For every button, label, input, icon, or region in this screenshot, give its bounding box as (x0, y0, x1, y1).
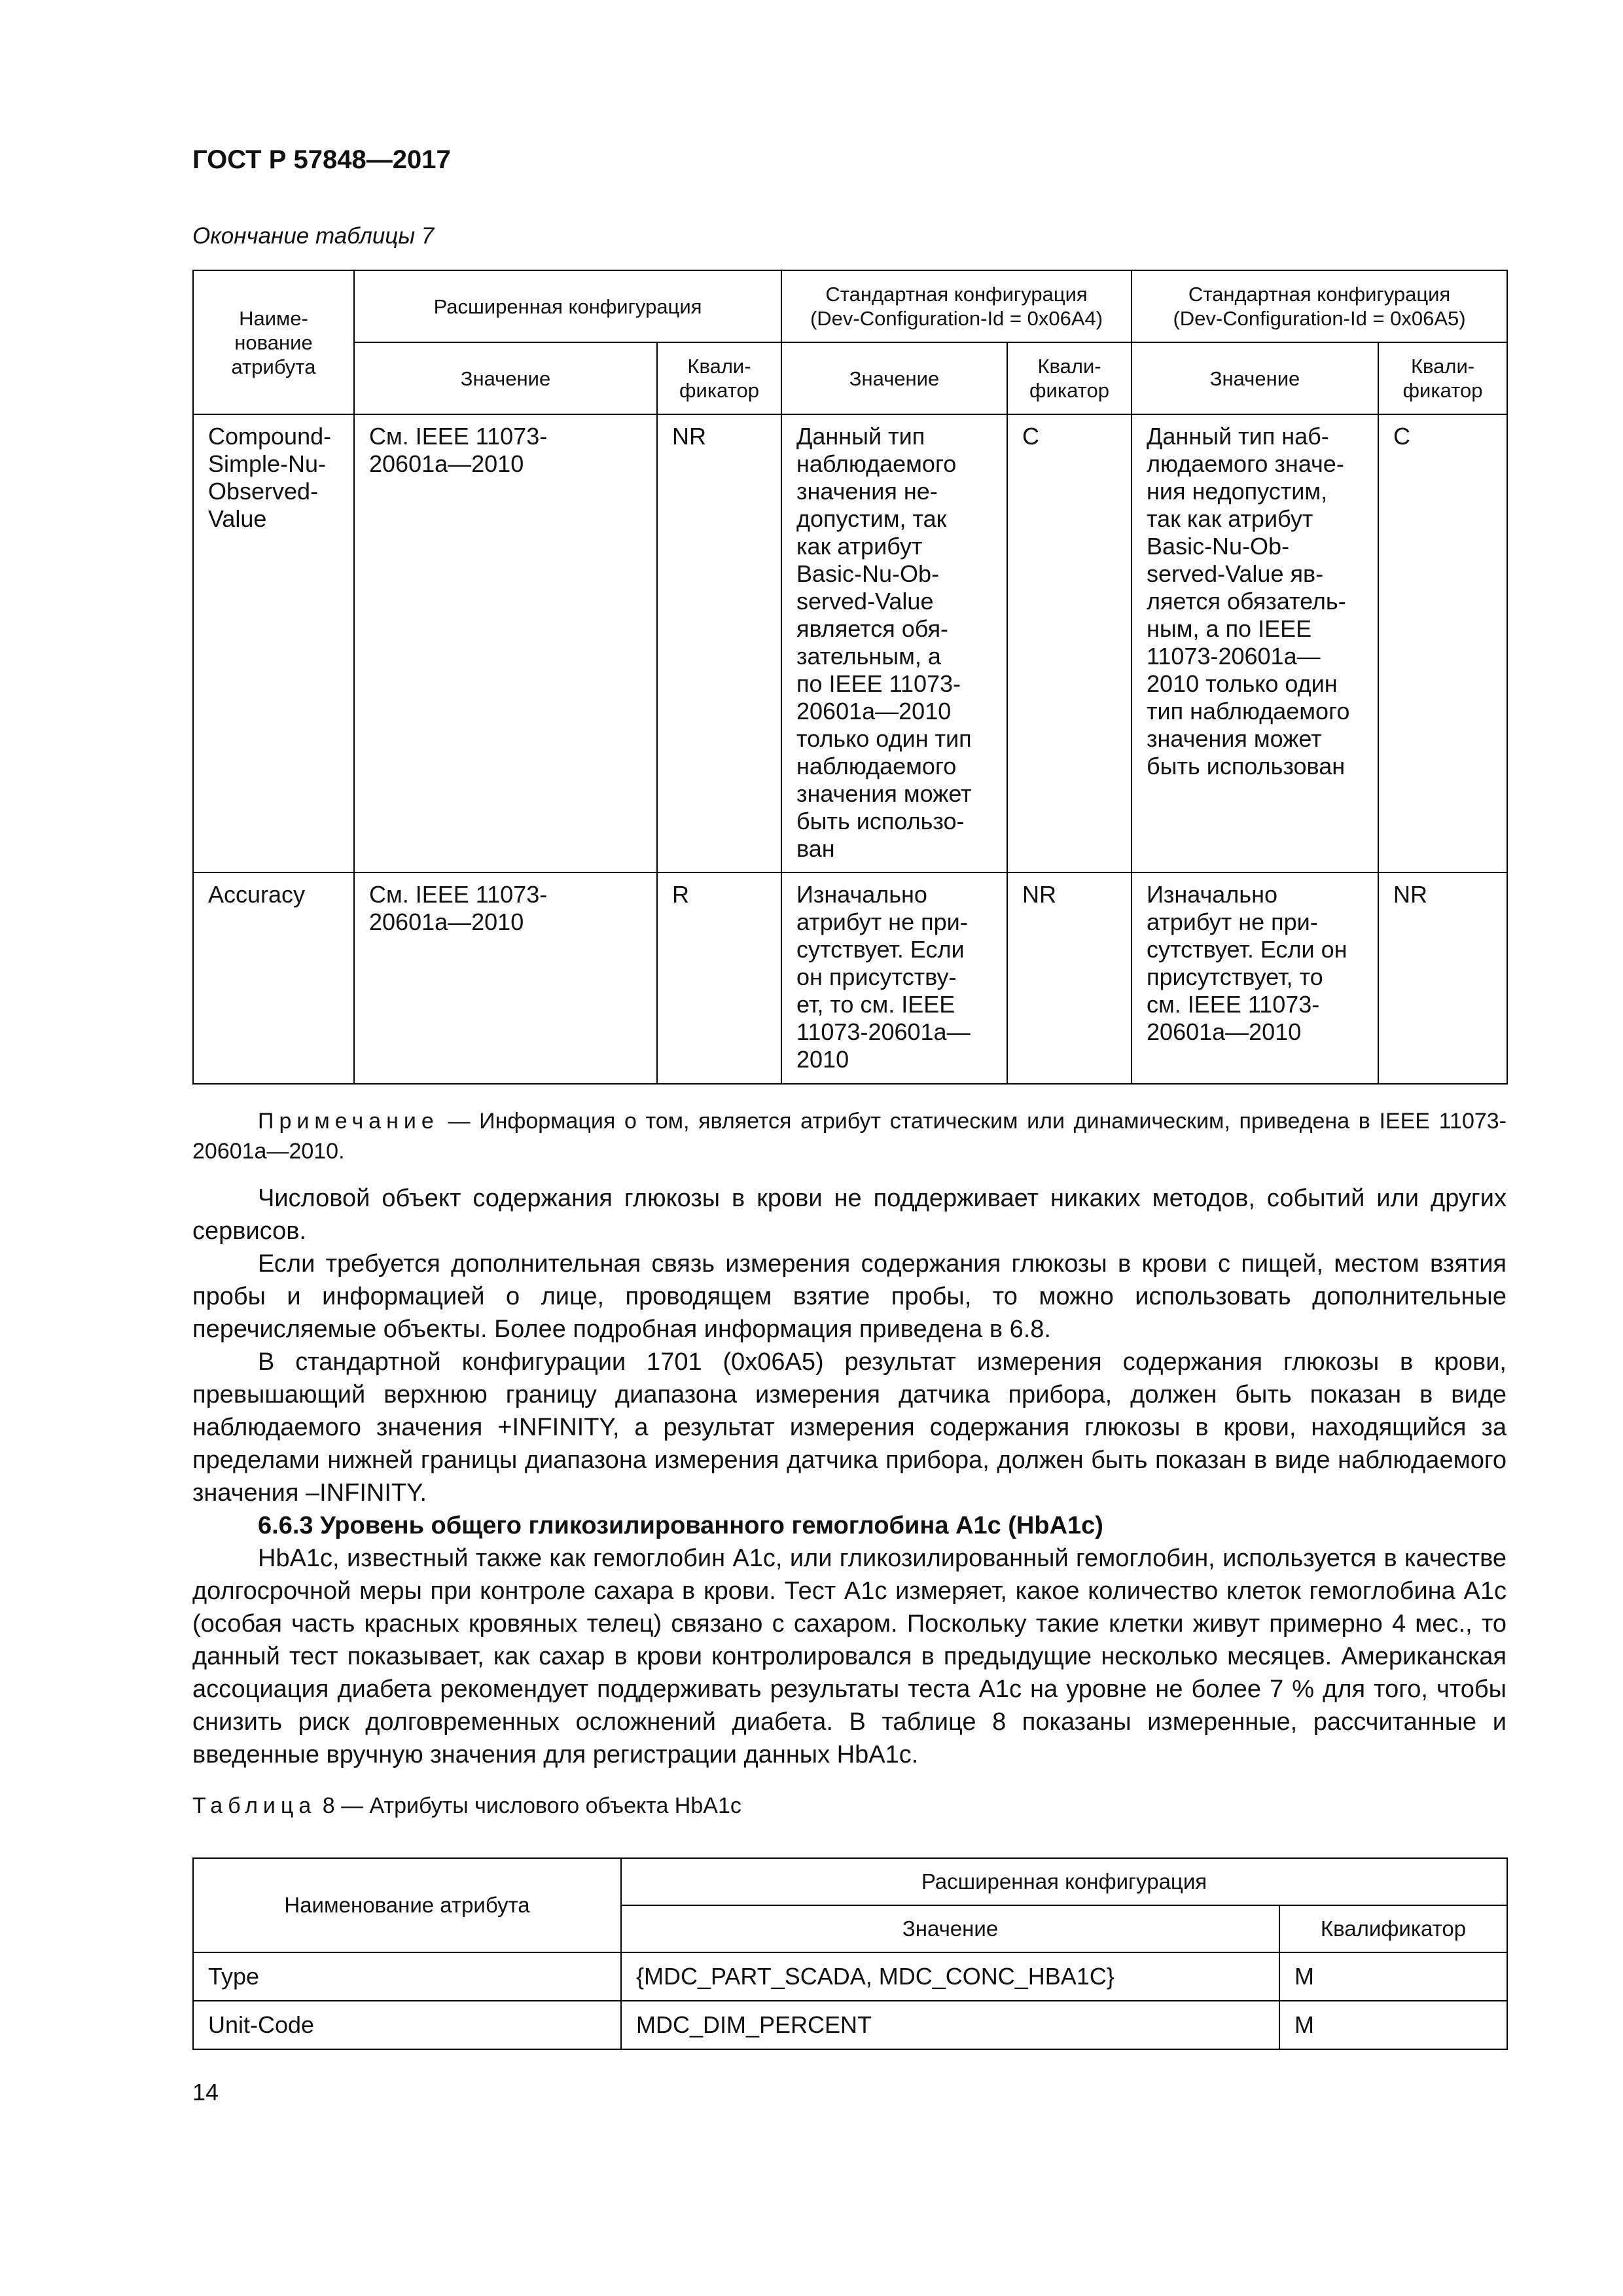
header-standard-config-06a4: Стандартная конфигурация (Dev-Configuration-Id = 0x06A4) (781, 270, 1132, 342)
cell-a4-qualifier: NR (1007, 872, 1132, 1084)
paragraph: Если требуется дополнительная связь измерения содержания глюкозы в крови с пищей, местом взятия пробы и информацией о лице, проводящем взятие пробы, то можно использовать дополнительные перечисляемые объекты. Более подробная информация приведена в 6.8. (192, 1250, 1507, 1343)
note-text: — Информация о том, является атрибут статическим или динамическим, приведена в IEEE 11073-20601a—2010. (192, 1109, 1507, 1164)
t8-cell-qualifier: M (1279, 2001, 1507, 2049)
header-standard-config-06a5: Стандартная конфигурация (Dev-Configuration-Id = 0x06A5) (1132, 270, 1507, 342)
cell-a4-value: Изначально атрибут не при- сутствует. Если он присутству- ет, то см. IEEE 11073-20601a— 2010 (781, 872, 1007, 1084)
header-a5-qualifier: Квали- фикатор (1378, 342, 1507, 414)
t8-cell-value: {MDC_PART_SCADA, MDC_CONC_HBA1C} (621, 1952, 1279, 2001)
header-a4-qualifier: Квали- фикатор (1007, 342, 1132, 414)
table-row (193, 414, 1507, 872)
header-attr-name: Наиме- нование атрибута (193, 270, 354, 414)
cell-a4-qualifier: C (1007, 414, 1132, 872)
cell-a5-qualifier: NR (1378, 872, 1507, 1084)
cell-ext-value: См. IEEE 11073- 20601a—2010 (354, 414, 657, 872)
section-heading: 6.6.3 Уровень общего гликозилированного гемоглобина А1с (HbA1c) (258, 1512, 1103, 1539)
cell-a5-value: Изначально атрибут не при- сутствует. Если он присутствует, то см. IEEE 11073- 20601a—2010 (1132, 872, 1378, 1084)
document-code: ГОСТ Р 57848—2017 (192, 145, 451, 174)
t8-header-attr-name: Наименование атрибута (193, 1858, 621, 1952)
table7-note (192, 1106, 1507, 1166)
cell-ext-qualifier: R (657, 872, 781, 1084)
table8-caption (192, 1789, 1507, 1822)
table8-caption-label: Таблица (192, 1793, 317, 1818)
table7-continuation-caption: Окончание таблицы 7 (192, 223, 435, 249)
t8-cell-attr-name: Type (193, 1952, 621, 2001)
body-text (192, 1106, 1507, 1822)
t8-cell-value: MDC_DIM_PERCENT (621, 2001, 1279, 2049)
header-ext-qualifier: Квали- фикатор (657, 342, 781, 414)
paragraph: HbA1c, известный также как гемоглобин А1с, или гликозилированный гемоглобин, используется в качестве долгосрочной меры при контроле сахара в крови. Тест А1с измеряет, какое количество клеток гемоглобина А1с (особая часть красных кровяных телец) связано с сахаром. Поскольку такие клетки живут примерно 4 мес., то данный тест показывает, как сахар в крови контролировался в предыдущие несколько месяцев. Американская ассоциация диабета рекомендует поддерживать результаты теста А1с на уровне не более 7 % для того, чтобы снизить риск долговременных осложнений диабета. В таблице 8 показаны измеренные, рассчитанные и введенные вручную значения для регистрации данных HbA1c. (192, 1545, 1507, 1768)
t8-header-extended-config: Расширенная конфигурация (621, 1858, 1507, 1905)
note-label: Примечание (258, 1109, 439, 1134)
cell-ext-qualifier: NR (657, 414, 781, 872)
cell-attr-name: Compound- Simple-Nu- Observed- Value (193, 414, 354, 872)
table8-caption-text: 8 — Атрибуты числового объекта HbA1c (316, 1793, 741, 1818)
cell-a5-value: Данный тип наб- людаемого значе- ния недопустим, так как атрибут Basic-Nu-Ob- served-Value яв- ляется обязатель- ным, а по IEEE 11073-20601a— 2010 только один тип наблюдаемого значения может быть использован (1132, 414, 1378, 872)
header-a5-value: Значение (1132, 342, 1378, 414)
t8-header-qualifier: Квалификатор (1279, 1905, 1507, 1952)
cell-attr-name: Accuracy (193, 872, 354, 1084)
paragraph: В стандартной конфигурации 1701 (0x06A5) результат измерения содержания глюкозы в крови, превышающий верхнюю границу диапазона измерения датчика прибора, должен быть показан в виде наблюдаемого значения +INFINITY, а результат измерения содержания глюкозы в крови, находящийся за пределами нижней границы диапазона измерения датчика прибора, должен быть показан в виде наблюдаемого значения –INFINITY. (192, 1348, 1507, 1507)
cell-ext-value: См. IEEE 11073- 20601a—2010 (354, 872, 657, 1084)
t8-header-value: Значение (621, 1905, 1279, 1952)
cell-a5-qualifier: C (1378, 414, 1507, 872)
header-ext-value: Значение (354, 342, 657, 414)
table-row (193, 2001, 1507, 2049)
table-7 (192, 270, 1508, 1085)
table-row (193, 1952, 1507, 2001)
page-number: 14 (192, 2079, 219, 2106)
table-8 (192, 1857, 1508, 2050)
t8-cell-qualifier: M (1279, 1952, 1507, 2001)
table-row (193, 872, 1507, 1084)
cell-a4-value: Данный тип наблюдаемого значения не- допустим, так как атрибут Basic-Nu-Ob- served-Value является обя- зательным, а по IEEE 11073- 20601a—2010 только один тип наблюдаемого значения может быть использо- ван (781, 414, 1007, 872)
header-a4-value: Значение (781, 342, 1007, 414)
t8-cell-attr-name: Unit-Code (193, 2001, 621, 2049)
paragraph: Числовой объект содержания глюкозы в крови не поддерживает никаких методов, событий или других сервисов. (192, 1185, 1507, 1245)
header-extended-config: Расширенная конфигурация (354, 270, 781, 342)
